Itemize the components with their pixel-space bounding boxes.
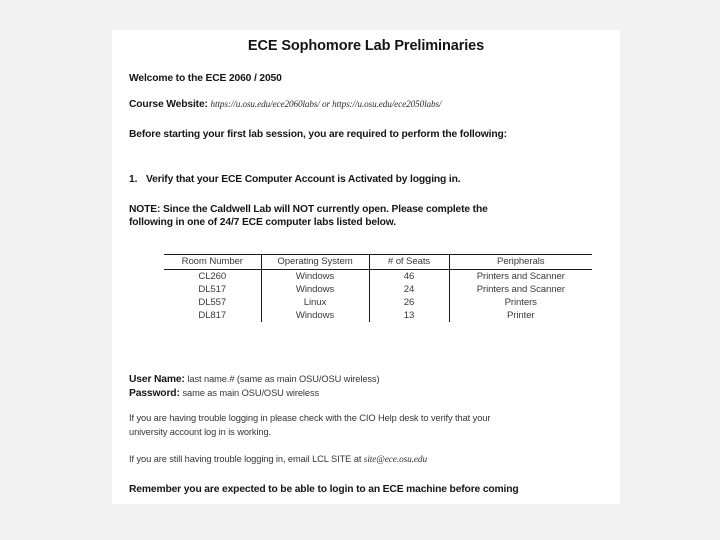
slide-canvas [112,30,620,504]
cell-room-number: DL557 [164,296,261,309]
column-header-operating-system: Operating System [261,255,369,270]
table-row [164,270,592,284]
cell-seats: 46 [369,270,449,284]
help-desk-block [129,412,607,439]
cell-room-number: CL260 [164,270,261,284]
note-block [129,203,607,229]
cell-room-number: DL517 [164,283,261,296]
remember-line [129,483,607,496]
note-line-1: NOTE: Since the Caldwell Lab will NOT currently open. Please complete the [129,204,488,215]
table-row [164,309,592,322]
table-row [164,296,592,309]
table-header-row [164,255,592,270]
column-header-room-number: Room Number [164,255,261,270]
cell-operating-system: Windows [261,270,369,284]
table-row [164,283,592,296]
welcome-line [129,72,607,85]
course-website-label: Course Website: [129,99,208,110]
cell-operating-system: Windows [261,283,369,296]
cell-room-number: DL817 [164,309,261,322]
password-label: Password: [129,387,180,399]
username-line [129,373,607,387]
cell-peripherals: Printers and Scanner [476,284,565,295]
note-line-2: following in one of 24/7 ECE computer labs listed below. [129,217,396,228]
username-label: User Name: [129,374,185,385]
site-contact-text: If you are still having trouble logging in, email LCL SITE at [129,454,362,464]
help-desk-line-2: university account log in is working. [129,426,272,437]
welcome-text: Welcome to the ECE 2060 / 2050 [129,73,282,84]
computer-labs-table [164,254,592,322]
username-value: last name.# (same as main OSU/OSU wireless) [187,374,380,384]
cell-operating-system: Windows [261,309,369,322]
cell-seats: 24 [369,283,449,296]
before-starting-line [129,128,607,141]
list-item-1-number: 1. [129,174,138,185]
site-contact-block [129,453,607,468]
list-item-1-text: Verify that your ECE Computer Account is Activated by logging in. [146,174,461,185]
cell-peripherals: Printer [506,310,535,321]
slide-title: ECE Sophomore Lab Preliminaries [247,38,485,54]
cell-seats: 26 [369,296,449,309]
cell-operating-system: Linux [261,296,369,309]
list-item-1 [129,173,607,186]
help-desk-line-1: If you are having trouble logging in please check with the CIO Help desk to verify that your [129,413,491,423]
remember-text: Remember you are expected to be able to login to an ECE machine before coming [129,484,519,495]
cell-seats: 13 [369,309,449,322]
before-starting-text: Before starting your first lab session, you are required to perform the following: [129,129,507,140]
cell-peripherals: Printers and Scanner [476,271,565,282]
column-header-peripherals: Peripherals [449,255,592,270]
cell-peripherals: Printers [504,297,537,308]
column-header-seats: # of Seats [369,255,449,270]
site-contact-email[interactable]: site@ece.osu.edu [363,455,428,465]
course-website-urls[interactable]: https://u.osu.edu/ece2060labs/ or https://u.osu.edu/ece2050labs/ [210,99,442,109]
password-line [129,387,607,401]
course-website-line [129,98,607,111]
password-value: same as main OSU/OSU wireless [182,387,320,398]
credentials-block [129,373,607,400]
